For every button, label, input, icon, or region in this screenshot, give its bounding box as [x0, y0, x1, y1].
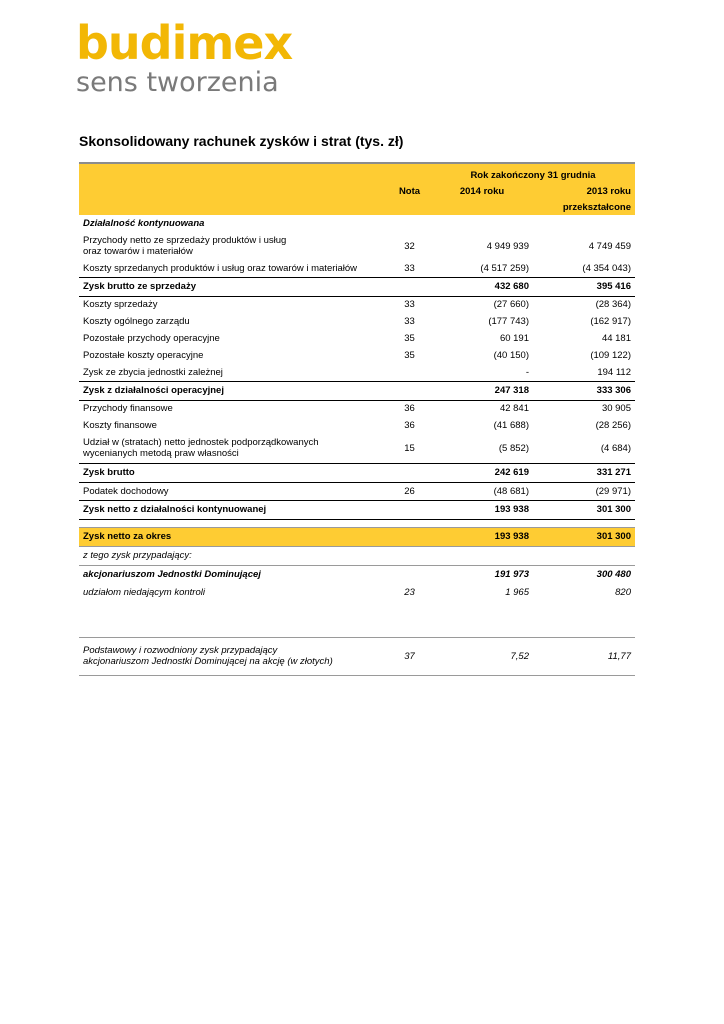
row-value-2014: 432 680	[431, 277, 533, 296]
row-value-2014: -	[525, 366, 529, 378]
row-label: Koszty finansowe	[83, 420, 157, 431]
table-row	[79, 565, 635, 584]
header-columns-row	[79, 183, 635, 199]
row-value-2013: 331 271	[533, 463, 635, 482]
row-label: Koszty ogólnego zarządu	[83, 316, 190, 327]
table-row	[79, 260, 635, 277]
row-value-2013: 4 749 459	[588, 240, 631, 252]
row-note: 36	[404, 420, 415, 431]
row-value-2013: (162 917)	[590, 316, 631, 327]
logo-wordmark: budimex	[76, 16, 293, 70]
row-label: Pozostałe koszty operacyjne	[83, 350, 204, 361]
row-value-2013: (109 122)	[590, 350, 631, 361]
row-label: Koszty sprzedaży	[83, 299, 158, 311]
row-label: Pozostałe przychody operacyjne	[83, 333, 220, 344]
row-value-2014: 60 191	[499, 333, 529, 344]
row-value-2013: (29 971)	[595, 485, 631, 497]
row-value-2014: 7,52	[431, 637, 533, 675]
section-header-row	[79, 215, 635, 232]
row-value-2014: 193 938	[431, 527, 533, 546]
header-restated: przekształcone	[533, 199, 635, 215]
subtotal-row	[79, 463, 635, 482]
row-value-2014: (41 688)	[493, 420, 529, 431]
row-value-2013: 194 112	[597, 366, 631, 378]
row-label: Podatek dochodowy	[83, 485, 169, 497]
row-value-2014: (4 517 259)	[480, 262, 529, 274]
table-row	[79, 434, 635, 463]
row-value-2014: 42 841	[499, 403, 529, 415]
table-row	[79, 637, 635, 675]
row-value-2013: (4 684)	[600, 442, 631, 454]
row-label: akcjonariuszom Jednostki Dominującej	[79, 565, 388, 584]
row-value-2014: (48 681)	[493, 485, 529, 497]
row-label: Koszty sprzedanych produktów i usług oraz towarów i materiałów	[83, 262, 358, 274]
row-label: udziałom niedającym kontroli	[83, 587, 205, 598]
income-statement-table	[79, 162, 635, 676]
row-note: 36	[404, 403, 415, 415]
row-note: 35	[404, 350, 415, 361]
row-label: Podstawowy i rozwodniony zysk przypadający akcjonariuszom Jednostki Dominującej na akcję (w złotych)	[79, 637, 388, 675]
row-label: Udział w (stratach) netto jednostek podporządkowanych wycenianych metodą praw własności	[83, 437, 319, 460]
row-value-2013: 30 905	[601, 403, 631, 415]
row-value-2014: (5 852)	[498, 442, 529, 454]
subtotal-row	[79, 500, 635, 519]
header-note: Nota	[388, 183, 431, 199]
row-note: 32	[404, 240, 415, 252]
row-note: 33	[404, 316, 415, 327]
row-note: 35	[404, 333, 415, 344]
row-value-2013: 395 416	[533, 277, 635, 296]
table-row	[79, 546, 635, 565]
row-label: Przychody finansowe	[83, 403, 173, 415]
row-note: 26	[404, 485, 415, 497]
header-period: Rok zakończony 31 grudnia	[431, 163, 635, 183]
header-sub-row	[79, 199, 635, 215]
row-value-2013: 11,77	[533, 637, 635, 675]
table-row	[79, 482, 635, 500]
row-value-2013: 333 306	[533, 381, 635, 400]
row-note: 33	[404, 262, 415, 274]
row-value-2013: 300 480	[533, 565, 635, 584]
header-period-row	[79, 163, 635, 183]
subtotal-row	[79, 381, 635, 400]
row-value-2013: 301 300	[533, 527, 635, 546]
row-value-2014: 242 619	[431, 463, 533, 482]
row-value-2014: 193 938	[431, 500, 533, 519]
row-note: 37	[388, 637, 431, 675]
row-value-2014: 191 973	[431, 565, 533, 584]
header-year-2013: 2013 roku	[533, 183, 635, 199]
company-logo	[76, 18, 292, 98]
row-label: Zysk brutto ze sprzedaży	[79, 277, 388, 296]
table-row	[79, 347, 635, 364]
row-value-2014: 247 318	[431, 381, 533, 400]
row-note: 15	[404, 442, 415, 454]
table-row	[79, 330, 635, 347]
header-year-2014: 2014 roku	[431, 183, 533, 199]
row-label: z tego zysk przypadający:	[83, 550, 192, 561]
net-profit-row	[79, 527, 635, 546]
row-value-2014: (177 743)	[488, 316, 529, 327]
row-label: Działalność kontynuowana	[83, 218, 205, 229]
table-row	[79, 584, 635, 601]
subtotal-row	[79, 277, 635, 296]
row-value-2014: 1 965	[505, 587, 529, 598]
table-row	[79, 296, 635, 313]
row-note: 33	[404, 299, 415, 311]
row-label: Przychody netto ze sprzedaży produktów i usług oraz towarów i materiałów	[83, 235, 287, 257]
row-label: Zysk brutto	[79, 463, 388, 482]
logo-tagline: sens tworzenia	[76, 67, 279, 98]
row-note: 23	[404, 587, 415, 598]
row-value-2014: (40 150)	[493, 350, 529, 361]
row-value-2014: (27 660)	[493, 299, 529, 311]
spacer-row	[79, 601, 635, 637]
table-row	[79, 417, 635, 434]
page-title: Skonsolidowany rachunek zysków i strat (tys. zł)	[79, 133, 404, 149]
row-label: Zysk z działalności operacyjnej	[79, 381, 388, 400]
row-label: Zysk netto z działalności kontynuowanej	[79, 500, 388, 519]
row-value-2014: 4 949 939	[486, 240, 529, 252]
table-row	[79, 232, 635, 260]
row-value-2013: (28 256)	[595, 420, 631, 431]
table-row	[79, 364, 635, 381]
row-label: Zysk ze zbycia jednostki zależnej	[83, 366, 223, 378]
spacer-row	[79, 519, 635, 527]
table-row	[79, 313, 635, 330]
row-value-2013: 44 181	[601, 333, 631, 344]
row-label: Zysk netto za okres	[79, 527, 388, 546]
row-value-2013: 820	[615, 587, 631, 598]
row-value-2013: (4 354 043)	[582, 262, 631, 274]
row-value-2013: (28 364)	[595, 299, 631, 311]
table-row	[79, 400, 635, 417]
row-value-2013: 301 300	[533, 500, 635, 519]
